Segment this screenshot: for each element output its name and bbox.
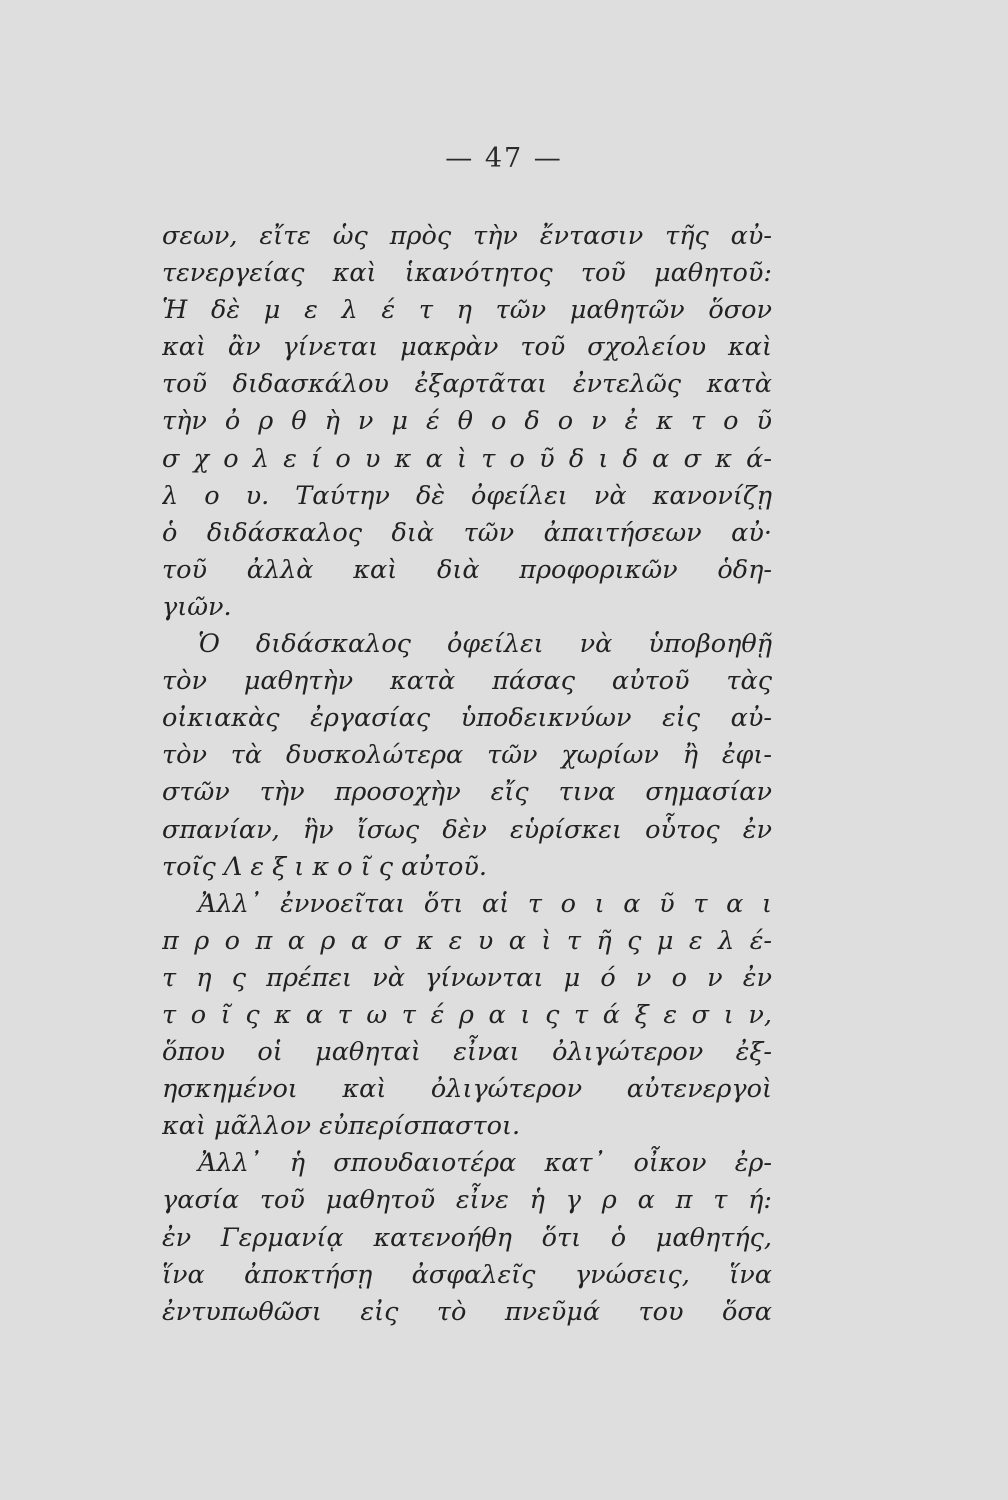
text-line: τοῦ διδασκάλου ἐξαρτᾶται ἐντελῶς κατὰ [162, 369, 772, 400]
text-line: γιῶν. [162, 591, 232, 622]
text-line: Ὁ διδάσκαλος ὀφείλει νὰ ὑποβοηθῇ [198, 629, 772, 660]
text-line: ἐντυπωθῶσι εἰς τὸ πνεῦμά του ὅσα [162, 1296, 772, 1327]
text-line: στῶν τὴν προσοχὴν εἴς τινα σημασίαν [162, 777, 772, 808]
text-line: ὁ διδάσκαλος διὰ τῶν ἀπαιτήσεων αὐ· [162, 517, 772, 548]
text-line: ἐν Γερμανίᾳ κατενοήθη ὅτι ὁ μαθητής, [162, 1222, 772, 1253]
text-line: π ρ ο π α ρ α σ κ ε υ α ὶ τ ῆ ς μ ε λ έ- [162, 925, 772, 956]
text-line: ησκημένοι καὶ ὀλιγώτερον αὐτενεργοὶ [162, 1074, 772, 1105]
text-line: τοῦ ἀλλὰ καὶ διὰ προφορικῶν ὁδη- [162, 554, 772, 585]
text-line: γασία τοῦ μαθητοῦ εἶνε ἡ γ ρ α π τ ή: [162, 1185, 772, 1216]
text-line: σπανίαν, ἣν ἴσως δὲν εὑρίσκει οὗτος ἐν [162, 814, 772, 845]
text-line: τ η ς πρέπει νὰ γίνωνται μ ό ν ο ν ἐν [162, 962, 772, 993]
text-line: τενεργείας καὶ ἱκανότητος τοῦ μαθητοῦ: [162, 258, 772, 289]
text-line: τὸν μαθητὴν κατὰ πάσας αὐτοῦ τὰς [162, 666, 772, 697]
text-line: ἵνα ἀποκτήσῃ ἀσφαλεῖς γνώσεις, ἵνα [162, 1259, 772, 1290]
text-line: Ἀλλ᾽ ἡ σπουδαιοτέρα κατ᾽ οἶκον ἐρ- [198, 1148, 772, 1179]
text-line: καὶ ἂν γίνεται μακρὰν τοῦ σχολείου καὶ [162, 332, 772, 363]
text-line: τοῖς Λ ε ξ ι κ ο ῖ ς αὐτοῦ. [162, 851, 487, 882]
text-line: λ ο υ. Ταύτην δὲ ὀφείλει νὰ κανονίζῃ [162, 480, 772, 511]
text-line: οἰκιακὰς ἐργασίας ὑποδεικνύων εἰς αὐ- [162, 703, 772, 734]
text-line: σ χ ο λ ε ί ο υ κ α ὶ τ ο ῦ δ ι δ α σ κ ά- [162, 443, 772, 474]
text-line: σεων, εἴτε ὡς πρὸς τὴν ἔντασιν τῆς αὐ- [162, 221, 772, 251]
page-number: — 47 — [445, 143, 563, 174]
body-text [162, 218, 772, 1331]
text-line: τὸν τὰ δυσκολώτερα τῶν χωρίων ἢ ἐφι- [162, 740, 772, 771]
text-line: ὅπου οἱ μαθηταὶ εἶναι ὀλιγώτερον ἐξ- [162, 1037, 772, 1068]
text-line: τὴν ὀ ρ θ ὴ ν μ έ θ ο δ ο ν ἐ κ τ ο ῦ [162, 406, 772, 437]
text-line: Ἡ δὲ μ ε λ έ τ η τῶν μαθητῶν ὅσον [162, 295, 772, 326]
text-line: Ἀλλ᾽ ἐννοεῖται ὅτι αἱ τ ο ι α ῦ τ α ι [198, 888, 772, 919]
text-line: τ ο ῖ ς κ α τ ω τ έ ρ α ι ς τ ά ξ ε σ ι ν, [162, 999, 772, 1030]
text-line: καὶ μᾶλλον εὐπερίσπαστοι. [162, 1111, 521, 1142]
